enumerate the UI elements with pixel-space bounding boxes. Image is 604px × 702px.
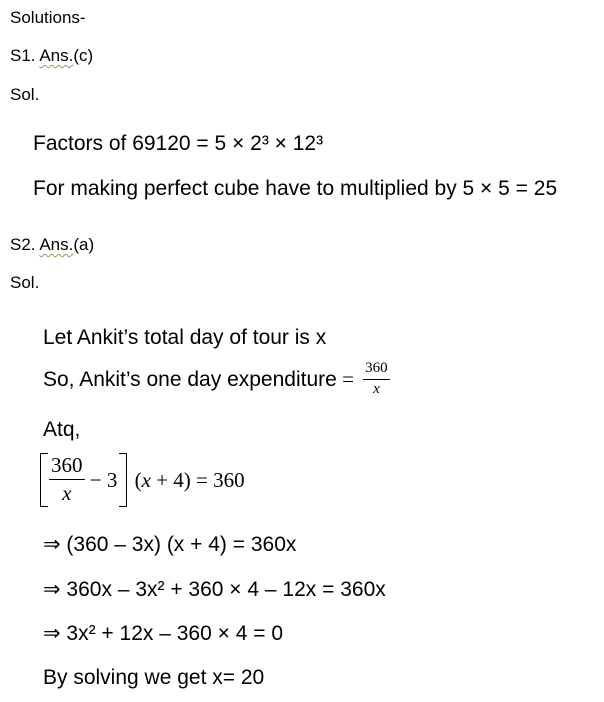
s2-step3: ⇒ 3x² + 12x – 360 × 4 = 0: [43, 622, 284, 645]
bracket-fraction-denominator: x: [62, 480, 72, 505]
s2-sol-label: Sol.: [10, 273, 40, 292]
left-bracket: [40, 453, 48, 507]
s2-step1: ⇒ (360 – 3x) (x + 4) = 360x: [43, 533, 297, 556]
paren-variable: x: [141, 467, 151, 492]
s2-answer-label: [10, 236, 94, 253]
s2-result: By solving we get x= 20: [43, 666, 265, 689]
solutions-heading: Solutions-: [10, 8, 86, 27]
s2-bracket-equation: [40, 452, 245, 508]
s2-atq-label: Atq,: [43, 418, 81, 441]
fraction-denominator: x: [373, 380, 380, 397]
bracket-fraction: [49, 454, 85, 506]
s1-answer-label: [10, 47, 93, 64]
bracket-minus-three: − 3: [84, 467, 118, 492]
s2-expenditure-equals: =: [336, 366, 360, 391]
s2-step2: ⇒ 360x – 3x² + 360 × 4 – 12x = 360x: [43, 578, 386, 601]
s2-expenditure-line: [43, 361, 390, 398]
paren-open: (: [129, 467, 142, 492]
s2-answer-ans: Ans.: [39, 235, 74, 254]
paren-plus-four-equals: + 4) = 360: [150, 467, 245, 492]
s1-perfect-cube-line: For making perfect cube have to multiplied by 5 × 5 = 25: [33, 177, 558, 200]
s2-answer-option: (a): [73, 235, 95, 254]
s1-answer-ans: Ans.: [39, 46, 74, 65]
s2-expenditure-text: So, Ankit’s one day expenditure: [43, 367, 337, 391]
s2-answer-prefix: S2.: [10, 235, 40, 254]
s2-total-days-line: Let Ankit’s total day of tour is x: [43, 326, 327, 349]
s1-answer-prefix: S1.: [10, 46, 40, 65]
s1-sol-label: Sol.: [10, 85, 40, 104]
s2-expenditure-fraction: [363, 361, 390, 398]
s1-answer-option: (c): [73, 46, 94, 65]
s1-factors-line: Factors of 69120 = 5 × 2³ × 12³: [33, 132, 324, 155]
bracket-fraction-numerator: 360: [49, 454, 85, 480]
right-bracket: [119, 453, 127, 507]
fraction-numerator: 360: [363, 361, 390, 380]
